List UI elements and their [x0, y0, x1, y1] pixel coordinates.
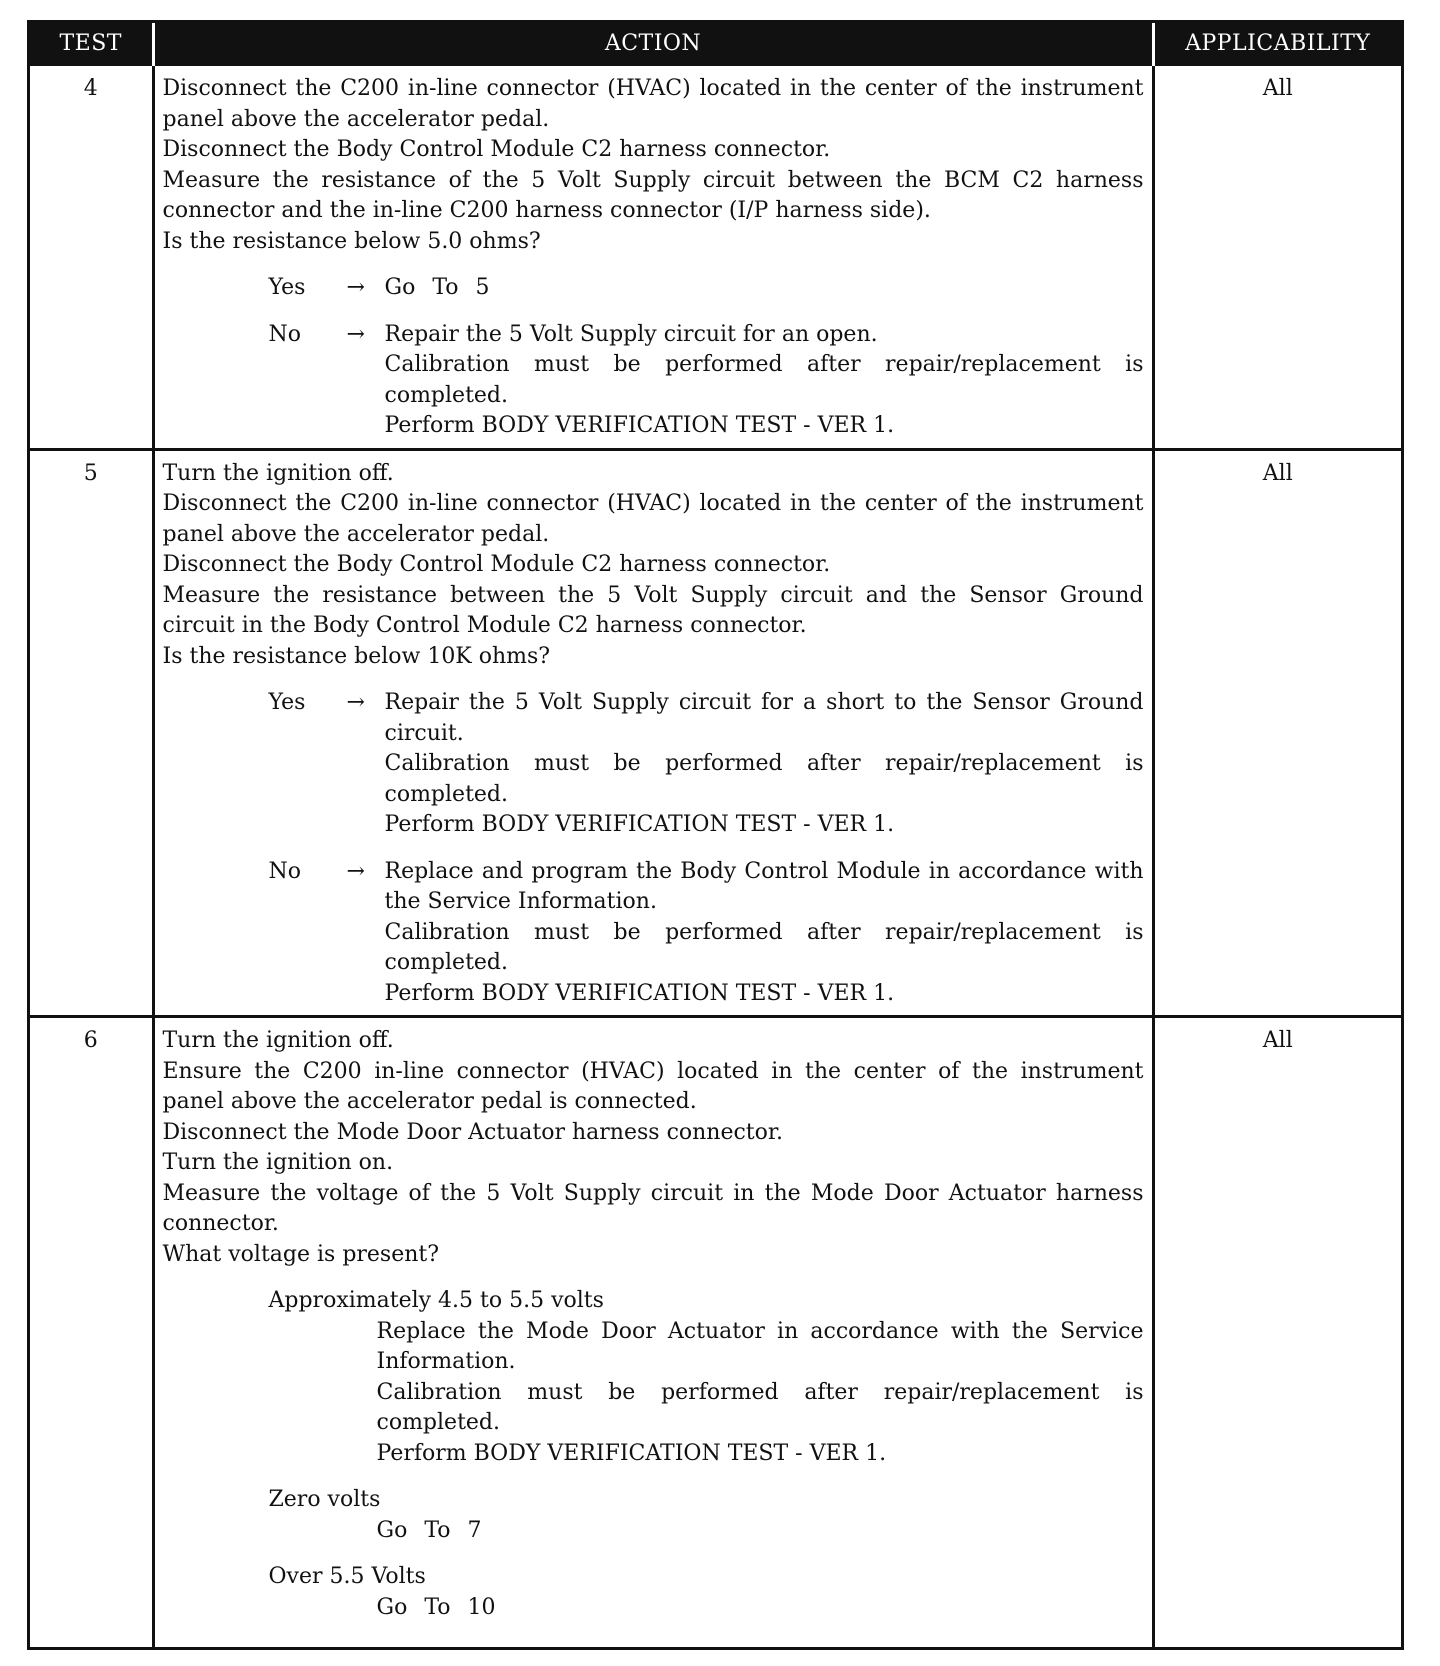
- question-text: What voltage is present?: [162, 1241, 440, 1267]
- applicability-value: All: [1153, 1017, 1401, 1648]
- test-number: 4: [30, 65, 153, 450]
- result-no: [269, 320, 1144, 442]
- goto-link[interactable]: Go To 7: [376, 1517, 482, 1543]
- action-cell: [153, 1017, 1153, 1648]
- arrow-icon: →: [346, 858, 365, 884]
- answer-label: Yes: [268, 275, 306, 300]
- goto-link[interactable]: Go To 5: [384, 275, 490, 300]
- result-text: Perform BODY VERIFICATION TEST - VER 1.: [384, 812, 895, 837]
- result-text: Replace the Mode Door Actuator in accordance with the Service Information.: [376, 1318, 1144, 1374]
- header-test: TEST: [30, 23, 153, 65]
- option-zero-volts: [269, 1485, 1144, 1546]
- step-text: Disconnect the C200 in-line connector (HVAC) located in the center of the instrument panel above the accelerator pedal.: [162, 76, 1144, 132]
- action-cell: [153, 449, 1153, 1017]
- result-text: Repair the 5 Volt Supply circuit for a short to the Sensor Ground circuit.: [384, 690, 1144, 746]
- applicability-value: All: [1153, 449, 1401, 1017]
- result-text: Perform BODY VERIFICATION TEST - VER 1.: [384, 413, 895, 438]
- option-label: Approximately 4.5 to 5.5 volts: [268, 1288, 604, 1313]
- result-text: Calibration must be performed after repair/replacement is completed.: [384, 919, 1144, 975]
- step-text: Turn the ignition off.: [162, 460, 394, 486]
- option-approx-4-5-to-5-5: [269, 1286, 1144, 1469]
- goto-link[interactable]: Go To 10: [376, 1594, 496, 1620]
- arrow-icon: →: [346, 321, 365, 347]
- result-text: Calibration must be performed after repair/replacement is completed.: [384, 352, 1144, 408]
- answer-label: Yes: [268, 690, 306, 715]
- arrow-icon: →: [346, 275, 365, 300]
- result-yes: [269, 688, 1144, 841]
- question-text: Is the resistance below 5.0 ohms?: [162, 228, 541, 254]
- question-text: Is the resistance below 10K ohms?: [162, 643, 551, 669]
- action-cell: [153, 65, 1153, 450]
- step-text: Measure the resistance between the 5 Volt Supply circuit and the Sensor Ground circuit in the Body Control Module C2 harness connector.: [162, 582, 1144, 638]
- step-text: Turn the ignition on.: [162, 1150, 394, 1175]
- test-number: 6: [30, 1017, 153, 1648]
- table-header-row: [30, 23, 1401, 65]
- result-text: Perform BODY VERIFICATION TEST - VER 1.: [376, 1440, 887, 1466]
- step-text: Disconnect the Body Control Module C2 harness connector.: [162, 552, 831, 577]
- step-text: Disconnect the Body Control Module C2 harness connector.: [162, 137, 831, 162]
- result-text: Perform BODY VERIFICATION TEST - VER 1.: [384, 980, 895, 1006]
- result-text: Replace and program the Body Control Module in accordance with the Service Information.: [384, 858, 1144, 914]
- diagnostic-test-table: [30, 23, 1401, 1647]
- applicability-value: All: [1153, 65, 1401, 450]
- header-action: ACTION: [153, 23, 1153, 65]
- header-applicability: APPLICABILITY: [1153, 23, 1401, 65]
- answer-label: No: [268, 321, 301, 347]
- test-number: 5: [30, 449, 153, 1017]
- result-text: Calibration must be performed after repair/replacement is completed.: [376, 1379, 1144, 1435]
- step-text: Turn the ignition off.: [162, 1028, 394, 1053]
- result-no: [269, 857, 1144, 1010]
- table-row-test-4: [30, 65, 1401, 450]
- result-text: Calibration must be performed after repair/replacement is completed.: [384, 751, 1144, 807]
- step-text: Measure the voltage of the 5 Volt Supply circuit in the Mode Door Actuator harness connector.: [162, 1180, 1144, 1236]
- result-text: Repair the 5 Volt Supply circuit for an open.: [384, 321, 878, 347]
- table-row-test-5: [30, 449, 1401, 1017]
- answer-label: No: [268, 858, 301, 884]
- option-label: Zero volts: [268, 1487, 381, 1512]
- option-label: Over 5.5 Volts: [268, 1564, 426, 1589]
- step-text: Ensure the C200 in-line connector (HVAC) located in the center of the instrument panel above the accelerator pedal is connected.: [162, 1058, 1144, 1114]
- option-over-5-5-volts: [269, 1562, 1144, 1623]
- step-text: Measure the resistance of the 5 Volt Supply circuit between the BCM C2 harness connector and the in-line C200 harness connector (I/P harness side).: [162, 167, 1144, 223]
- result-yes: [269, 273, 1144, 304]
- table-row-test-6: [30, 1017, 1401, 1648]
- step-text: Disconnect the C200 in-line connector (HVAC) located in the center of the instrument panel above the accelerator pedal.: [162, 491, 1144, 547]
- arrow-icon: →: [346, 690, 365, 715]
- step-text: Disconnect the Mode Door Actuator harness connector.: [162, 1119, 783, 1145]
- diagnostic-test-table-sheet: [27, 20, 1404, 1650]
